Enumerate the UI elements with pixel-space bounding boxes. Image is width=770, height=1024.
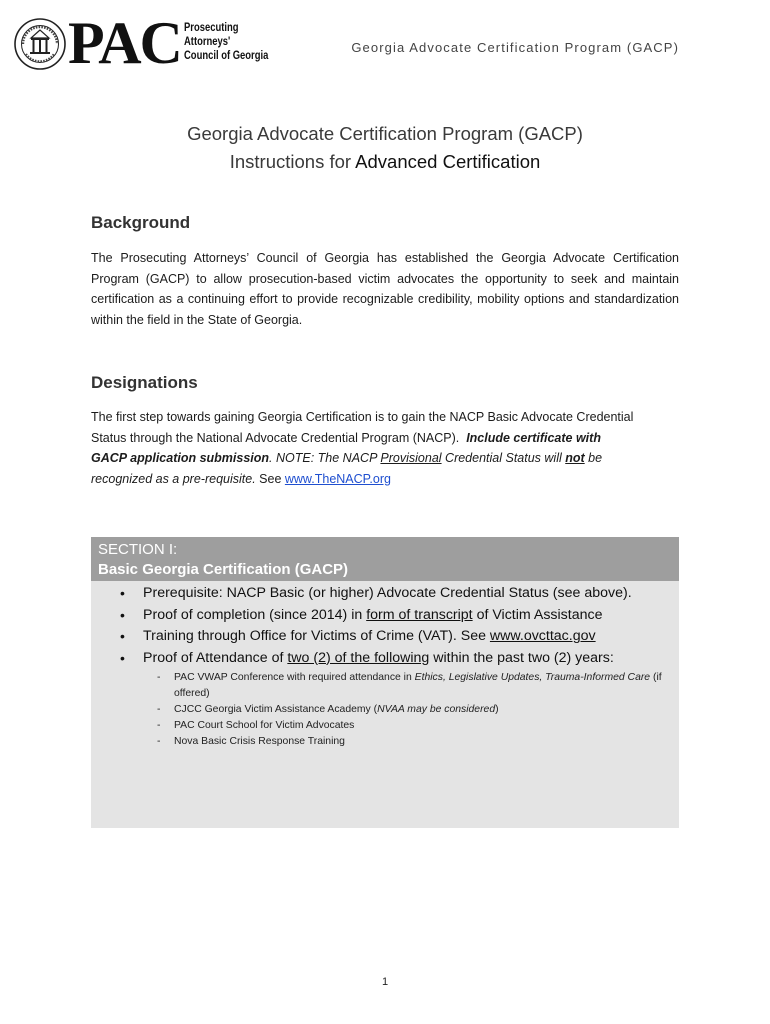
designations-heading: Designations: [91, 373, 198, 392]
designations-see: See: [255, 471, 285, 486]
sub-item-text: (if offered): [174, 672, 662, 699]
requirements-list: [91, 583, 679, 669]
list-item-text: of Victim Assistance: [472, 606, 603, 623]
dash-marker: -: [157, 720, 161, 731]
designations-paragraph: [91, 407, 636, 489]
page-number: 1: [381, 976, 389, 988]
section-1-label: SECTION I:: [98, 541, 178, 558]
training-options-list: [91, 670, 679, 750]
list-item: [91, 605, 679, 627]
designations-note-end: be recognized as a pre-requisite.: [91, 451, 603, 486]
list-item: [91, 648, 679, 670]
list-item-text: Training through Office for Victims of Crime (VAT). See: [143, 628, 490, 644]
dash-marker: -: [157, 704, 161, 715]
dash-marker: -: [157, 672, 161, 683]
pac-organization-name: [184, 21, 268, 63]
sub-item-italic: NVAA may be considered: [377, 704, 496, 715]
list-item: [91, 583, 679, 605]
list-item-underlined: form of transcript: [366, 606, 473, 623]
section-1-title: Basic Georgia Certification (GACP): [98, 561, 349, 578]
designations-provisional: Provisional: [380, 451, 442, 466]
bullet-icon: •: [120, 628, 125, 644]
ovcttac-link[interactable]: www.ovcttac.gov: [489, 628, 596, 644]
list-item-text: Proof of Attendance of: [143, 649, 288, 666]
background-paragraph: The Prosecuting Attorneys’ Council of Georgia has established the Georgia Advocate Certification Program (GACP) to allow prosecution-based victim advocates the opportunity to seek and maintain certification as a continuing effort to provide recognizable credibility, mobility options and standardization within the field in the State of Georgia.: [91, 251, 679, 327]
sub-item-italic: Ethics, Legislative Updates, Trauma-Informed Care: [414, 672, 651, 683]
org-line: Council of Georgia: [184, 50, 269, 62]
designations-not: not: [565, 451, 585, 466]
dash-marker: -: [157, 736, 161, 747]
bullet-icon: •: [120, 606, 125, 623]
sub-item-text: PAC VWAP Conference with required attendance in: [174, 672, 415, 683]
background-heading: Background: [91, 213, 191, 232]
org-line: Attorneys': [184, 36, 231, 48]
sub-item-text: CJCC Georgia Victim Assistance Academy (: [174, 704, 378, 715]
document-title: Georgia Advocate Certification Program (GACP): [187, 123, 583, 144]
nacp-link[interactable]: www.TheNACP.org: [284, 471, 391, 486]
list-item-underlined: two (2) of the following: [287, 649, 430, 666]
running-header: Georgia Advocate Certification Program (GACP): [351, 40, 679, 55]
sub-list-item: [91, 702, 679, 718]
sub-item-text: Nova Basic Crisis Response Training: [174, 736, 345, 747]
sub-item-text: PAC Court School for Victim Advocates: [174, 720, 355, 731]
section-1-box: [91, 537, 679, 828]
bullet-icon: •: [120, 649, 125, 666]
sub-list-item: [91, 718, 679, 734]
section-1-header: [91, 537, 679, 581]
designations-text: The first step towards gaining Georgia Certification is to gain the NACP Basic Advocate Credential Status through the National Advocate Credential Program (NACP).: [91, 410, 634, 445]
subtitle-emphasis: Advanced Certification: [355, 151, 541, 172]
state-seal-logo: [14, 18, 66, 70]
designations-note-cont: Credential Status will: [441, 451, 566, 466]
sub-item-text: ): [495, 704, 499, 715]
designations-note: . NOTE: The NACP: [269, 451, 381, 466]
org-line: Prosecuting: [184, 22, 239, 34]
sub-list-item: [91, 670, 679, 702]
document-subtitle: [0, 151, 770, 173]
subtitle-prefix: Instructions for: [229, 151, 356, 172]
sub-list-item: [91, 734, 679, 750]
list-item: [91, 626, 679, 648]
list-item-text: Prerequisite: NACP Basic (or higher) Advocate Credential Status (see above).: [143, 585, 632, 601]
bullet-icon: •: [120, 585, 125, 601]
pac-logo-text: PAC: [68, 10, 181, 76]
list-item-text: within the past two (2) years:: [429, 649, 614, 666]
list-item-text: Proof of completion (since 2014) in: [143, 606, 367, 623]
designations-bold-text: Include certificate with GACP application submission: [91, 430, 601, 466]
